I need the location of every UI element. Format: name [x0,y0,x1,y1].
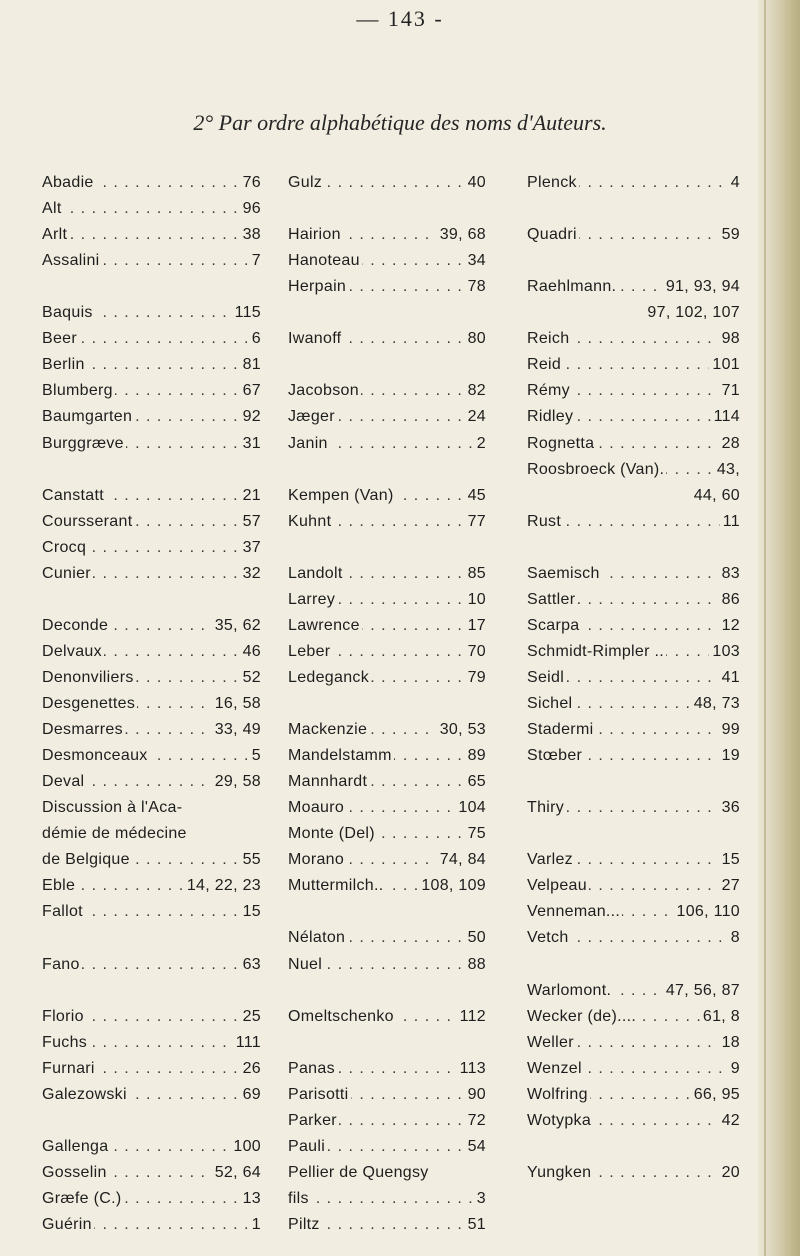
author-name: Rust [527,511,563,533]
author-name: Vetch [527,927,571,949]
index-entry [527,1110,740,1132]
index-entry [42,537,261,559]
index-entry [42,615,261,637]
author-name: Parisotti [288,1084,351,1106]
author-name: Monte (Del) [288,823,377,845]
index-entry [527,563,740,585]
index-entry [288,172,486,194]
author-name: Baumgarten [42,406,134,428]
index-entry [527,302,740,324]
page-references: 96 [240,198,261,220]
index-entry [288,875,486,897]
page-references: 39, 68 [437,224,486,246]
index-entry [288,328,486,350]
author-name: Quadri [527,224,579,246]
index-entry [288,615,486,637]
index-entry [288,641,486,663]
page-references: 100 [230,1136,261,1158]
author-name: Crocq [42,537,88,559]
index-entry [527,719,740,741]
index-column-1 [42,172,261,1232]
page-edge [758,0,800,1256]
author-name: de Belgique [42,849,132,871]
author-name: Baquis [42,302,95,324]
page-references: 45 [465,485,486,507]
index-entry [527,511,740,533]
index-entry [527,485,740,507]
author-name: Nuel [288,954,324,976]
index-entry [42,954,261,976]
page-references: 46 [240,641,261,663]
index-entry [42,1188,261,1210]
page-references: 35, 62 [212,615,261,637]
author-name: Kempen (Van) [288,485,396,507]
page-references: 51 [465,1214,486,1236]
author-name: Wolfring [527,1084,590,1106]
page-references: 21 [240,485,261,507]
page-references: 32 [240,563,261,585]
index-entry [527,745,740,767]
author-name: Seidl [527,667,566,689]
index-column-3 [527,172,740,1232]
index-entry [288,745,486,767]
author-name: Schmidt-Rimpler .. [527,641,666,663]
index-entry [42,224,261,246]
author-name: Iwanoff [288,328,343,350]
author-name: Reich [527,328,571,350]
author-name: Gallenga [42,1136,110,1158]
page-references: 54 [465,1136,486,1158]
index-entry [42,380,261,402]
page-references: 59 [719,224,740,246]
page-references: 79 [465,667,486,689]
author-name: Burggræve [42,433,126,455]
author-name: Furnari [42,1058,97,1080]
index-entry [42,745,261,767]
index-entry [527,901,740,923]
index-entry [288,1084,486,1106]
page-references: 108, 109 [418,875,486,897]
page-references: 74, 84 [437,849,486,871]
index-entry [527,927,740,949]
author-name: Cunier [42,563,93,585]
author-name: Hanoteau [288,250,362,272]
index-entry [288,563,486,585]
page-references: 82 [465,380,486,402]
author-name: Raehlmann. [527,276,618,298]
index-entry [42,1006,261,1028]
author-name: Morano [288,849,346,871]
page-references: 90 [465,1084,486,1106]
page-references: 48, 73 [691,693,740,715]
page-references: 2 [474,433,486,455]
index-entry [288,667,486,689]
author-name: Yungken [527,1162,593,1184]
author-name: Sichel [527,693,574,715]
author-name: Roosbroeck (Van). [527,459,666,481]
index-entry [42,328,261,350]
index-entry [288,250,486,272]
index-entry [288,511,486,533]
page-references: 20 [719,1162,740,1184]
author-name: Weller [527,1032,576,1054]
author-name: Warlomont. [527,980,613,1002]
page-references: 38 [240,224,261,246]
index-entry [42,719,261,741]
index-entry [42,172,261,194]
section-title: 2° Par ordre alphabétique des noms d'Auteurs. [193,110,607,135]
author-name: Pellier de Quengsy [288,1162,431,1184]
author-name: Plenck [527,172,579,194]
index-entry [288,1214,486,1236]
index-entry [288,1058,486,1080]
author-name: Arlt [42,224,69,246]
author-name: Stadermi [527,719,595,741]
author-name: Assalini [42,250,102,272]
index-entry [527,406,740,428]
index-entry [527,459,740,481]
page-references: 112 [457,1006,486,1028]
author-name: Parker [288,1110,339,1132]
page-references: 1 [249,1214,261,1236]
author-name: Rémy [527,380,572,402]
index-entry [527,980,740,1002]
author-name: Blumberg [42,380,115,402]
author-name: Lawrence [288,615,362,637]
page-references: 8 [728,927,740,949]
page-references: 9 [728,1058,740,1080]
author-name: Alt [42,198,64,220]
author-name: Moauro [288,797,346,819]
author-name: Fuchs [42,1032,89,1054]
author-name: Gosselin [42,1162,109,1184]
page-references: 114 [711,406,740,428]
page-references: 57 [240,511,261,533]
index-entry [527,172,740,194]
page-references: 26 [240,1058,261,1080]
page-references: 6 [249,328,261,350]
page-references: 66, 95 [691,1084,740,1106]
index-entry [527,433,740,455]
index-entry [527,1084,740,1106]
index-entry [288,1110,486,1132]
page-references: 65 [465,771,486,793]
page-references: 86 [719,589,740,611]
index-entry [42,198,261,220]
index-entry [288,797,486,819]
index-entry [42,250,261,272]
page-references: 106, 110 [674,901,741,923]
page-number: — 143 - [356,6,444,31]
author-name: Wotypka [527,1110,593,1132]
page-references: 83 [719,563,740,585]
index-entry [42,406,261,428]
index-entry [288,954,486,976]
index-entry [42,302,261,324]
index-entry [527,797,740,819]
index-entry [42,1214,261,1236]
page-references: 70 [465,641,486,663]
index-entry [527,380,740,402]
index-entry [288,823,486,845]
page-references: 29, 58 [212,771,261,793]
page-references: 37 [240,537,261,559]
index-entry [288,927,486,949]
index-entry [288,224,486,246]
author-name: Rognetta [527,433,596,455]
page-references: 97, 102, 107 [644,302,740,324]
page-references: 98 [719,328,740,350]
author-name: Wecker (de).... [527,1006,638,1028]
index-entry [288,771,486,793]
page-references: 91, 93, 94 [663,276,740,298]
author-name: Venneman... [527,901,622,923]
author-name: Nélaton [288,927,347,949]
page-references: 72 [465,1110,486,1132]
page-references: 103 [709,641,740,663]
page-references: 41 [719,667,740,689]
index-entry [527,1032,740,1054]
index-entry [288,276,486,298]
page-references: 15 [719,849,740,871]
page-references: 13 [240,1188,261,1210]
author-name: Græfe (C.) [42,1188,123,1210]
index-entry [288,380,486,402]
index-entry [527,615,740,637]
page-references: 5 [249,745,261,767]
index-entry [288,1136,486,1158]
page-references: 75 [465,823,486,845]
index-entry [42,901,261,923]
page-references: 85 [465,563,486,585]
author-name: Abadie [42,172,96,194]
index-entry [42,354,261,376]
author-name: Scarpa [527,615,582,637]
index-entry [42,433,261,455]
page-references: 101 [709,354,740,376]
index-entry [42,641,261,663]
author-name: Deconde [42,615,110,637]
index-entry [42,849,261,871]
author-name: Desgenettes [42,693,137,715]
author-name: Beer [42,328,79,350]
page-references: 18 [719,1032,740,1054]
author-name: Piltz [288,1214,322,1236]
author-name: Sattler [527,589,577,611]
author-name: Florio [42,1006,86,1028]
page-references: 43, [714,459,740,481]
author-name: Larrey [288,589,337,611]
author-name: Wenzel [527,1058,584,1080]
author-name: Saemisch [527,563,602,585]
page-references: 88 [465,954,486,976]
author-name: Ledeganck [288,667,371,689]
author-name: Panas [288,1058,337,1080]
page-references: 17 [465,615,486,637]
page-references: 63 [240,954,261,976]
author-name: Hairion [288,224,343,246]
author-name: Thiry [527,797,566,819]
page-references: 52 [240,667,261,689]
author-name: Berlin [42,354,87,376]
author-name: Mandelstamm [288,745,394,767]
page-references: 50 [465,927,486,949]
page-references: 7 [249,250,261,272]
page-references: 76 [240,172,261,194]
page-references: 10 [465,589,486,611]
page-references: 12 [719,615,740,637]
page-references: 104 [455,797,486,819]
page-references: 15 [240,901,261,923]
author-name: Mannhardt [288,771,369,793]
index-entry [527,1006,740,1028]
author-name: Galezowski [42,1084,129,1106]
page-references: 34 [465,250,486,272]
author-name: Eble [42,875,77,897]
index-entry [527,641,740,663]
author-name: Stœber [527,745,584,767]
index-entry [527,667,740,689]
author-name: Janin [288,433,330,455]
page-references: 55 [240,849,261,871]
author-name: Varlez [527,849,575,871]
index-entry [288,719,486,741]
index-entry [288,485,486,507]
author-name: Delvaux [42,641,104,663]
author-name: Mackenzie [288,719,369,741]
page-references: 69 [240,1084,261,1106]
page-references: 113 [457,1058,486,1080]
author-name: Reid [527,354,563,376]
index-entry [527,1162,740,1184]
page-references: 78 [465,276,486,298]
page-references: 47, 56, 87 [663,980,740,1002]
index-entry [42,511,261,533]
author-name: Canstatt [42,485,106,507]
index-entry [527,224,740,246]
index-entry [42,771,261,793]
author-name: fils [288,1188,311,1210]
author-name: Omeltschenko [288,1006,396,1028]
page-references: 71 [719,380,740,402]
author-name: Herpain [288,276,348,298]
author-name: Discussion à l'Aca- [42,797,184,819]
page-references: 3 [474,1188,486,1210]
page-references: 80 [465,328,486,350]
index-entry [42,563,261,585]
author-name: Denonviliers [42,667,136,689]
author-name: Pauli [288,1136,327,1158]
index-entry [527,1058,740,1080]
index-entry [527,354,740,376]
author-name: Landolt [288,563,345,585]
page-references: 42 [719,1110,740,1132]
index-entry [42,1136,261,1158]
page-references: 111 [233,1032,261,1054]
page-references: 14, 22, 23 [184,875,261,897]
author-name: Jacobson [288,380,361,402]
index-entry [288,406,486,428]
author-name: Fano [42,954,82,976]
page-references: 61, 8 [700,1006,740,1028]
index-entry [42,693,261,715]
index-entry [288,849,486,871]
author-name: démie de médecine [42,823,189,845]
index-entry [42,797,261,819]
page-references: 27 [719,875,740,897]
page-references: 30, 53 [437,719,486,741]
page-references: 33, 49 [212,719,261,741]
index-entry [288,1006,486,1028]
index-entry [527,589,740,611]
index-entry [288,433,486,455]
page-references: 52, 64 [212,1162,261,1184]
page-references: 31 [240,433,261,455]
index-column-2 [288,172,486,1232]
index-entry [42,875,261,897]
author-name: Deval [42,771,86,793]
index-entry [527,276,740,298]
author-name: Guérin [42,1214,94,1236]
index-entry [42,1084,261,1106]
index-entry [527,328,740,350]
page-references: 81 [240,354,261,376]
page-references: 44, 60 [691,485,740,507]
page-references: 99 [719,719,740,741]
page-references: 67 [240,380,261,402]
index-entry [42,1162,261,1184]
author-name: Fallot [42,901,85,923]
index-entry [42,667,261,689]
page-references: 16, 58 [212,693,261,715]
page-references: 28 [719,433,740,455]
page-references: 19 [719,745,740,767]
author-name: Desmonceaux [42,745,150,767]
page-references: 24 [465,406,486,428]
page-references: 89 [465,745,486,767]
page-references: 77 [465,511,486,533]
author-name: Gulz [288,172,324,194]
author-name: Leber [288,641,332,663]
author-name: Velpeau [527,875,589,897]
index-entry [42,823,261,845]
page-references: 4 [728,172,740,194]
index-entry [42,485,261,507]
index-entry [288,1188,486,1210]
author-name: Kuhnt [288,511,333,533]
index-entry [42,1032,261,1054]
page-references: 11 [720,511,740,533]
index-entry [527,693,740,715]
author-name: Muttermilch.. [288,875,385,897]
index-entry [288,589,486,611]
index-entry [288,1162,486,1184]
page-references: 36 [719,797,740,819]
page-references: 92 [240,406,261,428]
page-references: 115 [232,302,261,324]
author-name: Ridley [527,406,575,428]
page-references: 40 [465,172,486,194]
author-name: Jæger [288,406,337,428]
page-references: 25 [240,1006,261,1028]
author-name: Desmarres [42,719,125,741]
index-entry [527,849,740,871]
index-entry [527,875,740,897]
author-name: Coursserant [42,511,134,533]
index-entry [42,1058,261,1080]
